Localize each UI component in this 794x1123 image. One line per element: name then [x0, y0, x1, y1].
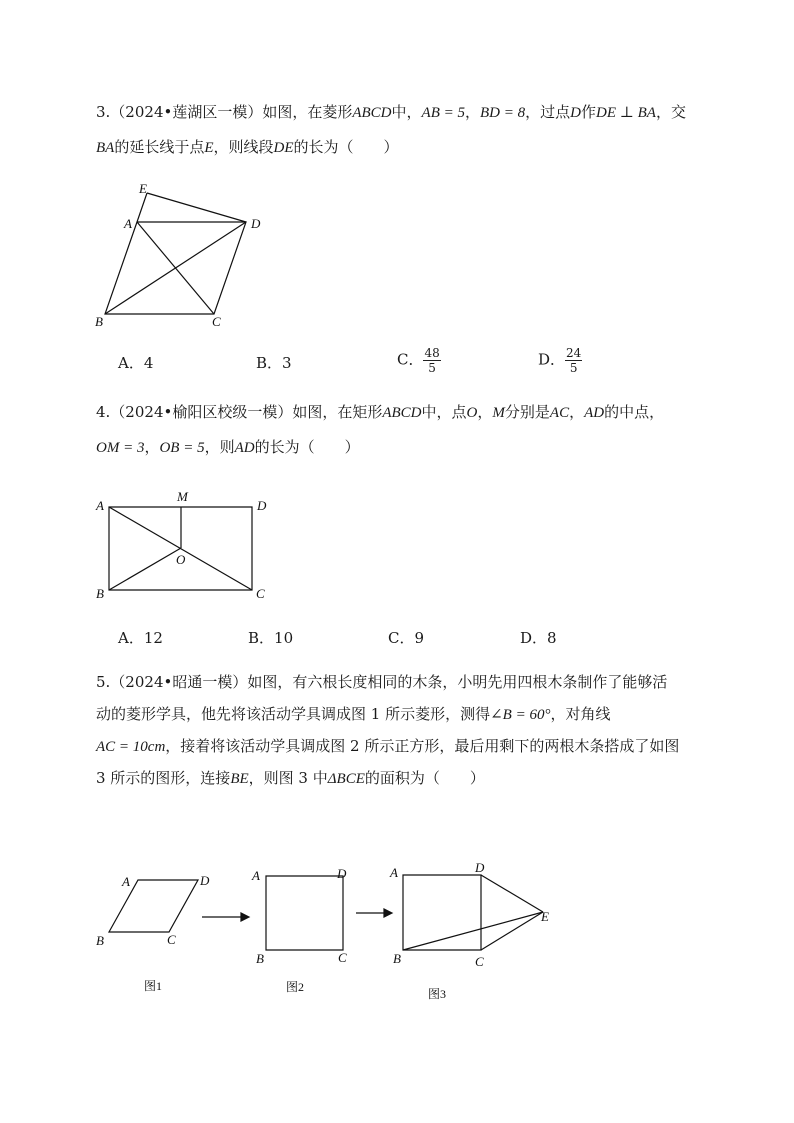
arrow-right-icon [356, 909, 392, 917]
q5-text: ，则图 3 中 [248, 769, 328, 787]
q5-text: 5.（2024•昭通一模）如图，有六根长度相同的木条，小明先用四根木条制作了能够活 [96, 673, 668, 691]
q5-fig3-label-d: D [475, 860, 485, 875]
q4-segment-ac: AC [549, 405, 570, 421]
q4-label-a: A [96, 498, 104, 513]
q5-fig3-label-a: A [390, 865, 398, 880]
q5-segment-be: BE [230, 771, 249, 787]
q5-text: 的面积为（ ） [364, 769, 485, 787]
q4-option-d[interactable]: D．8 [520, 629, 557, 647]
q3-text: 3.（2024•莲湖区一模）如图，在菱形 [96, 103, 353, 121]
q4-point-m: M [492, 405, 505, 421]
q5-fig3-square [403, 875, 481, 950]
q3-text: 作 [580, 103, 596, 121]
q3-diagonal-bd [105, 222, 246, 314]
q5-fig2-label-d: D [337, 866, 347, 881]
q4-label-o: O [176, 552, 186, 567]
q3-extension-ae [137, 193, 147, 222]
q4-ob-value: OB = 5 [159, 440, 205, 456]
q4-text: 4.（2024•榆阳区校级一模）如图，在矩形 [96, 403, 383, 421]
q4-text: 的中点， [604, 403, 665, 421]
q4-text: 分别是 [504, 403, 550, 421]
q5-triangle-bce: ΔBCE [327, 771, 365, 787]
q4-figure [95, 489, 267, 601]
q4-text: ，则 [204, 438, 235, 456]
q5-figure2 [251, 866, 347, 994]
q4-label-b: B [96, 586, 104, 601]
q3-option-b[interactable]: B．3 [256, 354, 292, 372]
q5-fig2-label-b: B [256, 951, 264, 966]
q5-fig2-caption: 图2 [286, 980, 305, 994]
q3-segment-ba: BA [96, 140, 115, 156]
q3-option-d-fraction: $\frac{24}{5}$ [566, 346, 582, 375]
q3-label-a: A [124, 216, 132, 231]
q5-fig1-caption: 图1 [144, 979, 163, 993]
q4-text: ， [477, 403, 493, 421]
q4-om-value: OM = 3 [96, 440, 145, 456]
q3-text: ，过点 [525, 103, 571, 121]
q4-label-c: C [256, 586, 265, 601]
q3-label-c: C [212, 314, 221, 329]
q5-text: ，接着将该活动学具调成图 2 所示正方形，最后用剩下的两根木条搭成了如图 [165, 737, 680, 755]
q3-option-d[interactable]: D． $\frac{24}{5}$ [538, 346, 582, 375]
q5-fig2-square [266, 876, 343, 950]
q4-text: 中，点 [421, 403, 467, 421]
q5-text: 3 所示的图形，连接 [96, 769, 231, 787]
q5-fig1-label-c: C [167, 932, 176, 947]
q5-fig1-label-b: B [96, 933, 104, 948]
q5-figure1 [96, 873, 210, 993]
q4-point-o: O [466, 405, 478, 421]
q3-option-a[interactable]: A．4 [118, 354, 154, 372]
q4-option-a[interactable]: A．12 [118, 629, 163, 647]
arrow-right-icon [202, 913, 249, 921]
q3-text: 的长为（ ） [293, 138, 399, 156]
q3-shape-name: ABCD [352, 105, 392, 121]
q3-perp-condition: DE ⊥ BA [596, 105, 656, 121]
q4-text: ， [569, 403, 585, 421]
q5-fig3-segment-be [403, 912, 543, 950]
q3-text: ，则线段 [213, 138, 274, 156]
q4-label-m: M [177, 489, 188, 504]
q4-text: 的长为（ ） [254, 438, 360, 456]
q5-fig3-segment-ce [481, 912, 543, 950]
q3-label-d: D [251, 216, 261, 231]
q3-text: ，交 [655, 103, 686, 121]
q3-ab-value: AB = 5 [421, 105, 465, 121]
q3-text: 中， [391, 103, 422, 121]
q5-fig1-label-a: A [122, 874, 130, 889]
q4-label-d: D [257, 498, 267, 513]
q3-label-e: E [139, 181, 147, 196]
q5-fig2-label-a: A [252, 868, 260, 883]
q3-figure [95, 181, 261, 329]
q5-fig3-caption: 图3 [428, 987, 447, 1001]
q5-text: ，对角线 [550, 705, 611, 723]
q3-bd-value: BD = 8 [480, 105, 526, 121]
q5-angle-b: ∠B = 60° [490, 707, 551, 723]
q3-option-c[interactable]: C． $\frac{48}{5}$ [397, 346, 440, 375]
q3-option-c-fraction: $\frac{48}{5}$ [424, 346, 440, 375]
q5-fig3-segment-de [481, 875, 543, 912]
q5-fig3-label-c: C [475, 954, 484, 969]
q4-option-b[interactable]: B．10 [248, 629, 294, 647]
q5-fig3-label-b: B [393, 951, 401, 966]
q3-segment-de [147, 193, 246, 222]
q5-text: 动的菱形学具，他先将该活动学具调成图 1 所示菱形，测得 [96, 705, 491, 723]
q5-figure3 [389, 860, 549, 1001]
q4-segment-ad: AD [234, 440, 255, 456]
q3-point-e: E [204, 140, 214, 156]
q4-text: ， [144, 438, 160, 456]
q5-fig3-label-e: E [541, 909, 549, 924]
q3-text: ， [464, 103, 480, 121]
q4-shape-name: ABCD [382, 405, 422, 421]
q3-segment-de: DE [273, 140, 294, 156]
q4-option-c[interactable]: C．9 [388, 629, 425, 647]
q4-segment-ob [109, 548, 181, 590]
q5-ac-value: AC = 10cm [96, 739, 166, 755]
q5-fig1-label-d: D [200, 873, 210, 888]
q4-segment-ad: AD [584, 405, 605, 421]
q3-text: 的延长线于点 [114, 138, 205, 156]
q3-point-d: D [570, 105, 581, 121]
q5-fig2-label-c: C [338, 950, 347, 965]
q3-label-b: B [95, 314, 103, 329]
